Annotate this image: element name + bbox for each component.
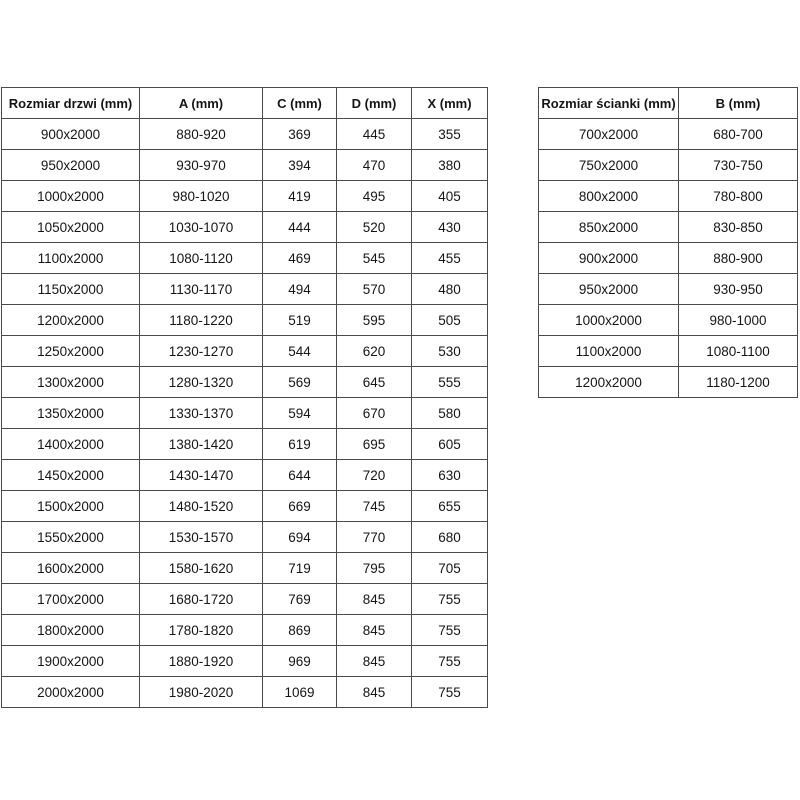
table-row <box>2 584 488 615</box>
table-cell: 780-800 <box>679 181 798 212</box>
table-cell: 845 <box>337 646 412 677</box>
table-cell: 969 <box>263 646 337 677</box>
table-row <box>539 243 798 274</box>
table-cell: 355 <box>412 119 488 150</box>
table-cell: 900x2000 <box>2 119 140 150</box>
table-row <box>2 553 488 584</box>
table-cell: 1300x2000 <box>2 367 140 398</box>
table-cell: 769 <box>263 584 337 615</box>
table-cell: 830-850 <box>679 212 798 243</box>
column-header: A (mm) <box>140 88 263 119</box>
door-table-header <box>2 88 488 119</box>
table-cell: 1200x2000 <box>2 305 140 336</box>
column-header: C (mm) <box>263 88 337 119</box>
header-row <box>2 88 488 119</box>
table-row <box>2 646 488 677</box>
table-cell: 544 <box>263 336 337 367</box>
table-cell: 720 <box>337 460 412 491</box>
table-cell: 1980-2020 <box>140 677 263 708</box>
table-cell: 770 <box>337 522 412 553</box>
table-cell: 755 <box>412 646 488 677</box>
table-cell: 930-970 <box>140 150 263 181</box>
table-cell: 1180-1200 <box>679 367 798 398</box>
table-cell: 680 <box>412 522 488 553</box>
table-cell: 430 <box>412 212 488 243</box>
table-cell: 1480-1520 <box>140 491 263 522</box>
table-cell: 1680-1720 <box>140 584 263 615</box>
table-cell: 1430-1470 <box>140 460 263 491</box>
table-cell: 1250x2000 <box>2 336 140 367</box>
table-cell: 880-900 <box>679 243 798 274</box>
table-cell: 795 <box>337 553 412 584</box>
table-cell: 1230-1270 <box>140 336 263 367</box>
table-cell: 1100x2000 <box>2 243 140 274</box>
table-cell: 670 <box>337 398 412 429</box>
table-cell: 644 <box>263 460 337 491</box>
column-header: X (mm) <box>412 88 488 119</box>
table-cell: 470 <box>337 150 412 181</box>
table-cell: 519 <box>263 305 337 336</box>
table-cell: 394 <box>263 150 337 181</box>
table-cell: 1000x2000 <box>2 181 140 212</box>
table-cell: 570 <box>337 274 412 305</box>
table-cell: 619 <box>263 429 337 460</box>
table-cell: 719 <box>263 553 337 584</box>
table-row <box>2 491 488 522</box>
table-row <box>2 615 488 646</box>
table-row <box>539 212 798 243</box>
table-row <box>2 305 488 336</box>
table-cell: 620 <box>337 336 412 367</box>
table-cell: 1069 <box>263 677 337 708</box>
table-cell: 1780-1820 <box>140 615 263 646</box>
table-cell: 530 <box>412 336 488 367</box>
table-row <box>539 305 798 336</box>
table-row <box>2 367 488 398</box>
table-cell: 494 <box>263 274 337 305</box>
table-cell: 930-950 <box>679 274 798 305</box>
table-cell: 1150x2000 <box>2 274 140 305</box>
table-row <box>539 119 798 150</box>
table-cell: 1200x2000 <box>539 367 679 398</box>
table-cell: 700x2000 <box>539 119 679 150</box>
table-cell: 669 <box>263 491 337 522</box>
table-cell: 405 <box>412 181 488 212</box>
wall-sizes-table <box>538 87 798 398</box>
table-row <box>2 398 488 429</box>
table-cell: 1500x2000 <box>2 491 140 522</box>
table-cell: 980-1020 <box>140 181 263 212</box>
column-header: D (mm) <box>337 88 412 119</box>
table-row <box>2 150 488 181</box>
table-cell: 695 <box>337 429 412 460</box>
table-cell: 745 <box>337 491 412 522</box>
table-row <box>2 460 488 491</box>
table-cell: 950x2000 <box>539 274 679 305</box>
table-cell: 645 <box>337 367 412 398</box>
table-cell: 1800x2000 <box>2 615 140 646</box>
table-cell: 545 <box>337 243 412 274</box>
table-cell: 580 <box>412 398 488 429</box>
table-cell: 1530-1570 <box>140 522 263 553</box>
table-row <box>539 274 798 305</box>
table-cell: 755 <box>412 677 488 708</box>
table-row <box>539 336 798 367</box>
column-header: Rozmiar ścianki (mm) <box>539 88 679 119</box>
table-row <box>539 150 798 181</box>
wall-table-body <box>539 119 798 398</box>
table-cell: 445 <box>337 119 412 150</box>
table-cell: 705 <box>412 553 488 584</box>
table-cell: 1550x2000 <box>2 522 140 553</box>
table-row <box>2 429 488 460</box>
table-cell: 845 <box>337 677 412 708</box>
table-cell: 694 <box>263 522 337 553</box>
wall-table-header <box>539 88 798 119</box>
table-cell: 1600x2000 <box>2 553 140 584</box>
table-cell: 569 <box>263 367 337 398</box>
table-cell: 380 <box>412 150 488 181</box>
table-cell: 850x2000 <box>539 212 679 243</box>
table-cell: 1050x2000 <box>2 212 140 243</box>
header-row <box>539 88 798 119</box>
table-cell: 444 <box>263 212 337 243</box>
table-row <box>2 522 488 553</box>
table-cell: 520 <box>337 212 412 243</box>
table-cell: 480 <box>412 274 488 305</box>
table-row <box>2 212 488 243</box>
table-row <box>2 181 488 212</box>
table-cell: 1350x2000 <box>2 398 140 429</box>
table-row <box>2 119 488 150</box>
table-row <box>539 367 798 398</box>
table-row <box>2 677 488 708</box>
table-cell: 419 <box>263 181 337 212</box>
table-cell: 750x2000 <box>539 150 679 181</box>
table-cell: 1080-1120 <box>140 243 263 274</box>
column-header: B (mm) <box>679 88 798 119</box>
table-row <box>2 274 488 305</box>
table-cell: 1900x2000 <box>2 646 140 677</box>
table-cell: 1330-1370 <box>140 398 263 429</box>
table-cell: 845 <box>337 584 412 615</box>
table-row <box>2 336 488 367</box>
table-cell: 980-1000 <box>679 305 798 336</box>
table-row <box>539 181 798 212</box>
table-cell: 505 <box>412 305 488 336</box>
table-cell: 730-750 <box>679 150 798 181</box>
door-sizes-table <box>1 87 488 708</box>
table-cell: 469 <box>263 243 337 274</box>
table-cell: 1080-1100 <box>679 336 798 367</box>
table-cell: 900x2000 <box>539 243 679 274</box>
table-cell: 1700x2000 <box>2 584 140 615</box>
table-cell: 495 <box>337 181 412 212</box>
table-cell: 630 <box>412 460 488 491</box>
table-cell: 880-920 <box>140 119 263 150</box>
table-cell: 869 <box>263 615 337 646</box>
table-cell: 555 <box>412 367 488 398</box>
table-cell: 1280-1320 <box>140 367 263 398</box>
table-cell: 655 <box>412 491 488 522</box>
table-cell: 845 <box>337 615 412 646</box>
table-cell: 1400x2000 <box>2 429 140 460</box>
table-cell: 755 <box>412 584 488 615</box>
table-cell: 1180-1220 <box>140 305 263 336</box>
table-cell: 1100x2000 <box>539 336 679 367</box>
table-cell: 1450x2000 <box>2 460 140 491</box>
table-cell: 605 <box>412 429 488 460</box>
table-cell: 594 <box>263 398 337 429</box>
table-cell: 800x2000 <box>539 181 679 212</box>
door-table-body <box>2 119 488 708</box>
table-cell: 1000x2000 <box>539 305 679 336</box>
column-header: Rozmiar drzwi (mm) <box>2 88 140 119</box>
table-cell: 455 <box>412 243 488 274</box>
table-cell: 2000x2000 <box>2 677 140 708</box>
table-cell: 1030-1070 <box>140 212 263 243</box>
table-cell: 755 <box>412 615 488 646</box>
table-cell: 1380-1420 <box>140 429 263 460</box>
table-cell: 369 <box>263 119 337 150</box>
table-cell: 950x2000 <box>2 150 140 181</box>
table-cell: 595 <box>337 305 412 336</box>
table-cell: 680-700 <box>679 119 798 150</box>
table-cell: 1880-1920 <box>140 646 263 677</box>
table-cell: 1580-1620 <box>140 553 263 584</box>
table-cell: 1130-1170 <box>140 274 263 305</box>
table-row <box>2 243 488 274</box>
